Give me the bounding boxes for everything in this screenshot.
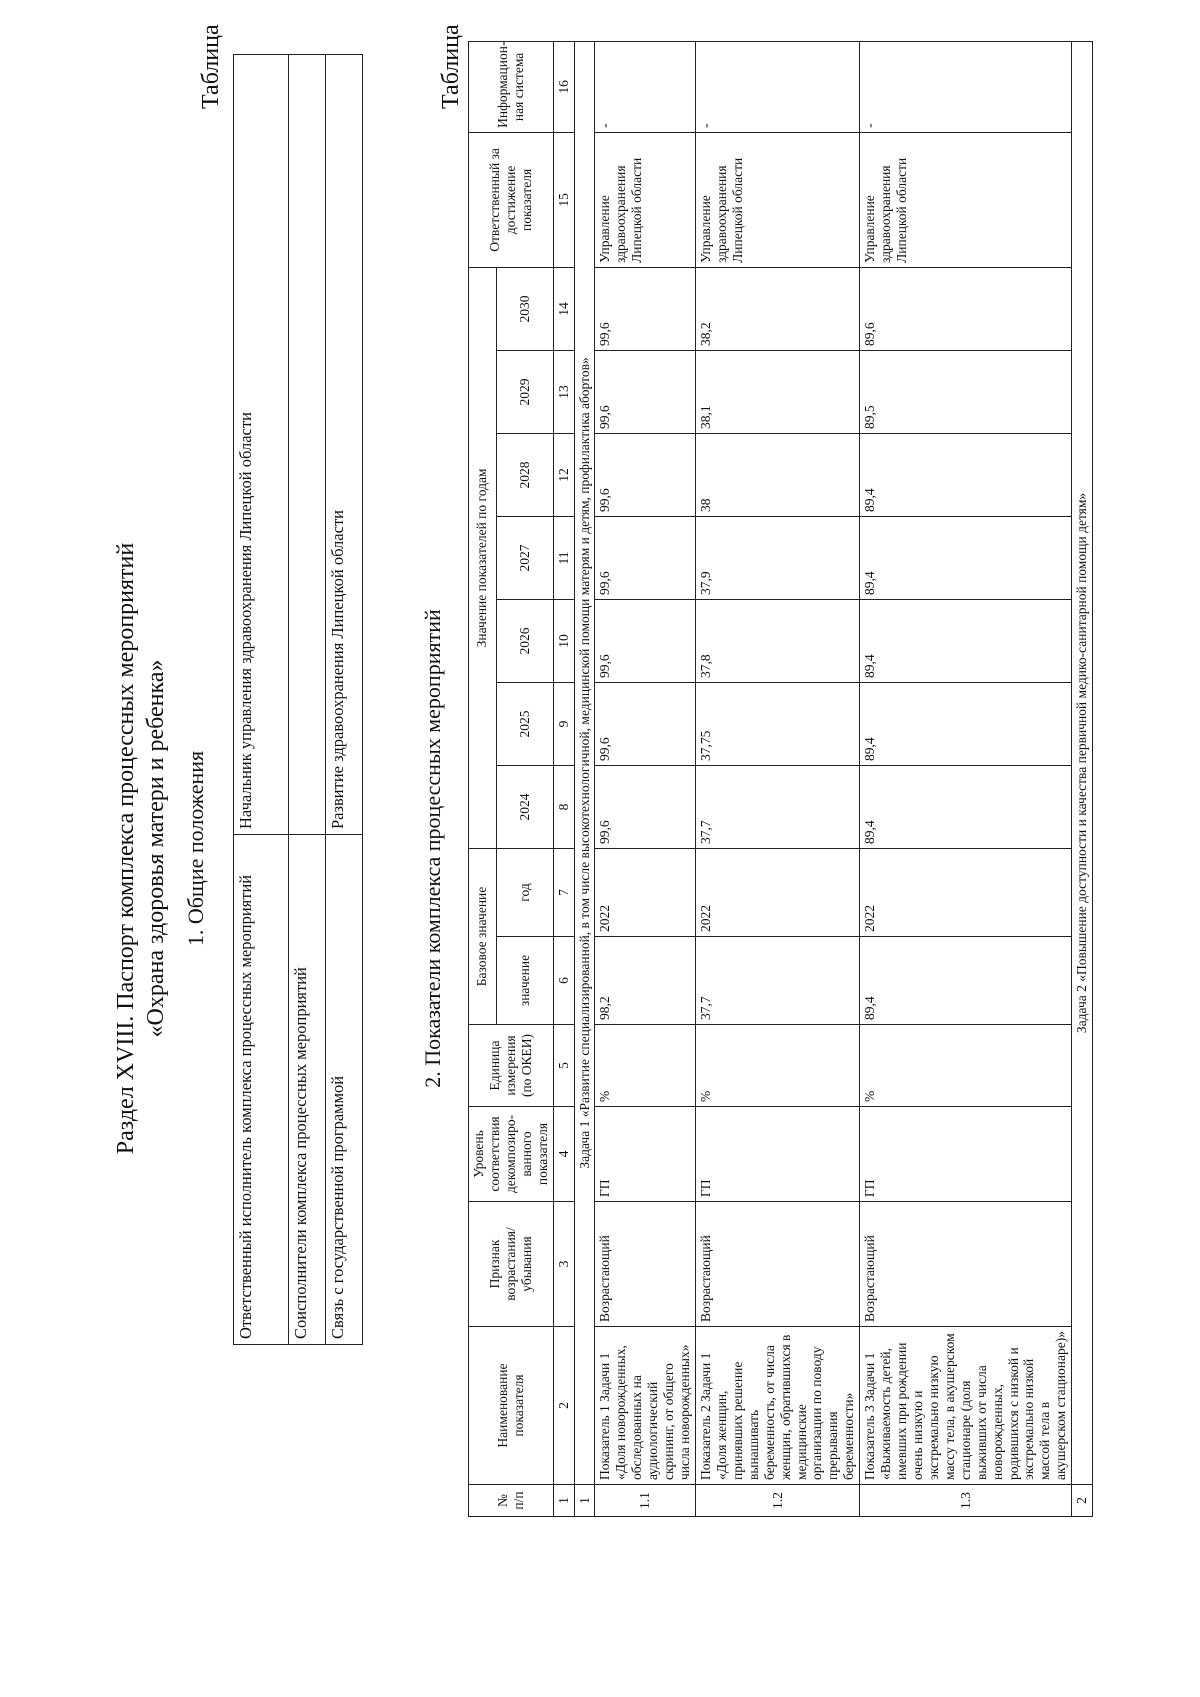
general-table [233,54,363,1345]
year-value: 89,4 [860,516,1072,599]
task-num: 2 [1072,1485,1093,1517]
row-num: 1.1 [595,1485,696,1517]
column-numbers-row [553,41,574,1516]
header-responsible: Ответственный за достижение показателя [469,132,554,267]
year-value: 99,6 [595,350,696,433]
header-year: 2030 [496,267,553,350]
indicators-heading: 2. Показатели комплекса процессных мероприятий [420,609,445,1088]
header-year: 2028 [496,433,553,516]
responsible: Управление здравоохранения Липецкой области [595,132,696,267]
col-number: 2 [553,1327,574,1485]
year-value: 38,2 [695,267,859,350]
infosystem: - [695,41,859,132]
year-value: 89,5 [860,350,1072,433]
header-year: 2029 [496,350,553,433]
section-title-line1: Раздел XVIII. Паспорт комплекса процессных мероприятий [113,542,139,1155]
section-title-line2: «Охрана здоровья матери и ребенка» [143,659,169,1038]
table2-label: Таблица [438,24,464,109]
header-base: Базовое значение [469,848,497,1024]
row-num: 1.2 [695,1485,859,1517]
indicator-name: Показатель 2 Задачи 1 «Доля женщин, принявших решение вынашивать беременность, от числа женщин, обратившихся в медицинские организации по поводу прерывания беременности» [695,1327,859,1485]
col-number: 1 [553,1485,574,1517]
year-value: 37,7 [695,765,859,848]
header-name: Наименование показателя [469,1327,554,1485]
base-year: 2022 [695,848,859,936]
indicator-level: ГП [695,1107,859,1202]
header-level: Уровень соответствия декомпозиро-ванного показателя [469,1107,554,1202]
col-number: 5 [553,1025,574,1107]
col-number: 6 [553,937,574,1025]
col-number: 15 [553,132,574,267]
year-value: 99,6 [595,682,696,765]
general-label: Ответственный исполнитель комплекса процессных мероприятий [234,835,289,1345]
col-number: 13 [553,350,574,433]
header-year: 2027 [496,516,553,599]
table-row [860,41,1072,1516]
indicator-sign: Возрастающий [695,1202,859,1327]
base-value: 89,4 [860,937,1072,1025]
header-num: № п/п [469,1485,554,1517]
infosystem: - [595,41,696,132]
base-year: 2022 [860,848,1072,936]
year-value: 38,1 [695,350,859,433]
col-number: 16 [553,41,574,132]
indicator-sign: Возрастающий [595,1202,696,1327]
col-number: 4 [553,1107,574,1202]
col-number: 8 [553,765,574,848]
general-heading: 1. Общие положения [183,750,208,947]
col-number: 3 [553,1202,574,1327]
indicators-table [468,41,1093,1517]
table-row [695,41,859,1516]
year-value: 38 [695,433,859,516]
general-value: Начальник управления здравоохранения Липецкой области [234,55,289,835]
responsible: Управление здравоохранения Липецкой области [860,132,1072,267]
year-value: 89,4 [860,682,1072,765]
table-row [595,41,696,1516]
base-value: 98,2 [595,937,696,1025]
header-years-group: Значение показателей по годам [469,267,497,848]
col-number: 12 [553,433,574,516]
year-value: 99,6 [595,599,696,682]
task-row [574,41,595,1516]
year-value: 37,8 [695,599,859,682]
header-base-year: год [496,848,553,936]
year-value: 99,6 [595,267,696,350]
year-value: 99,6 [595,516,696,599]
year-value: 89,4 [860,599,1072,682]
table1-label: Таблица [198,24,224,109]
task-title: Задача 2 «Повышение доступности и качества первичной медико-санитарной помощи детям» [1072,41,1093,1484]
general-label: Соисполнители комплекса процессных мероприятий [289,835,326,1345]
indicator-level: ГП [595,1107,696,1202]
indicator-level: ГП [860,1107,1072,1202]
indicator-unit: % [595,1025,696,1107]
year-value: 89,6 [860,267,1072,350]
header-sign: Признак возрастания/ убывания [469,1202,554,1327]
header-infosystem: Информацион-ная система [469,41,554,132]
header-year: 2026 [496,599,553,682]
task-num: 1 [574,1485,595,1517]
header-year: 2025 [496,682,553,765]
responsible: Управление здравоохранения Липецкой области [695,132,859,267]
indicator-unit: % [695,1025,859,1107]
general-row [326,55,363,1345]
col-number: 14 [553,267,574,350]
general-row [234,55,289,1345]
year-value: 89,4 [860,433,1072,516]
general-value: Развитие здравоохранения Липецкой области [326,55,363,835]
indicator-unit: % [860,1025,1072,1107]
task-title: Задача 1 «Развитие специализированной, в том числе высокотехнологичной, медицинской помощи матерям и детям, профилактика абортов» [574,41,595,1484]
year-value: 37,75 [695,682,859,765]
header-year: 2024 [496,765,553,848]
year-value: 37,9 [695,516,859,599]
base-year: 2022 [595,848,696,936]
col-number: 9 [553,682,574,765]
header-unit: Единица измерения (по ОКЕИ) [469,1025,554,1107]
year-value: 99,6 [595,765,696,848]
indicator-sign: Возрастающий [860,1202,1072,1327]
indicator-name: Показатель 1 Задачи 1 «Доля новорожденных, обследованных на аудиологический скрининг, от общего числа новорожденных» [595,1327,696,1485]
infosystem: - [860,41,1072,132]
col-number: 7 [553,848,574,936]
row-num: 1.3 [860,1485,1072,1517]
header-base-value: значение [496,937,553,1025]
col-number: 11 [553,516,574,599]
task-row [1072,41,1093,1516]
indicator-name: Показатель 3 Задачи 1 «Выживаемость детей, имевших при рождении очень низкую и экстремально низкую массу тела, в акушерском стационаре (доля выживших от числа новорожденных, родившихся с низкой и экстремально низкой массой тела в акушерском стационаре)» [860,1327,1072,1485]
general-label: Связь с государственной программой [326,835,363,1345]
general-row [289,55,326,1345]
col-number: 10 [553,599,574,682]
year-value: 99,6 [595,433,696,516]
general-value [289,55,326,835]
base-value: 37,7 [695,937,859,1025]
year-value: 89,4 [860,765,1072,848]
